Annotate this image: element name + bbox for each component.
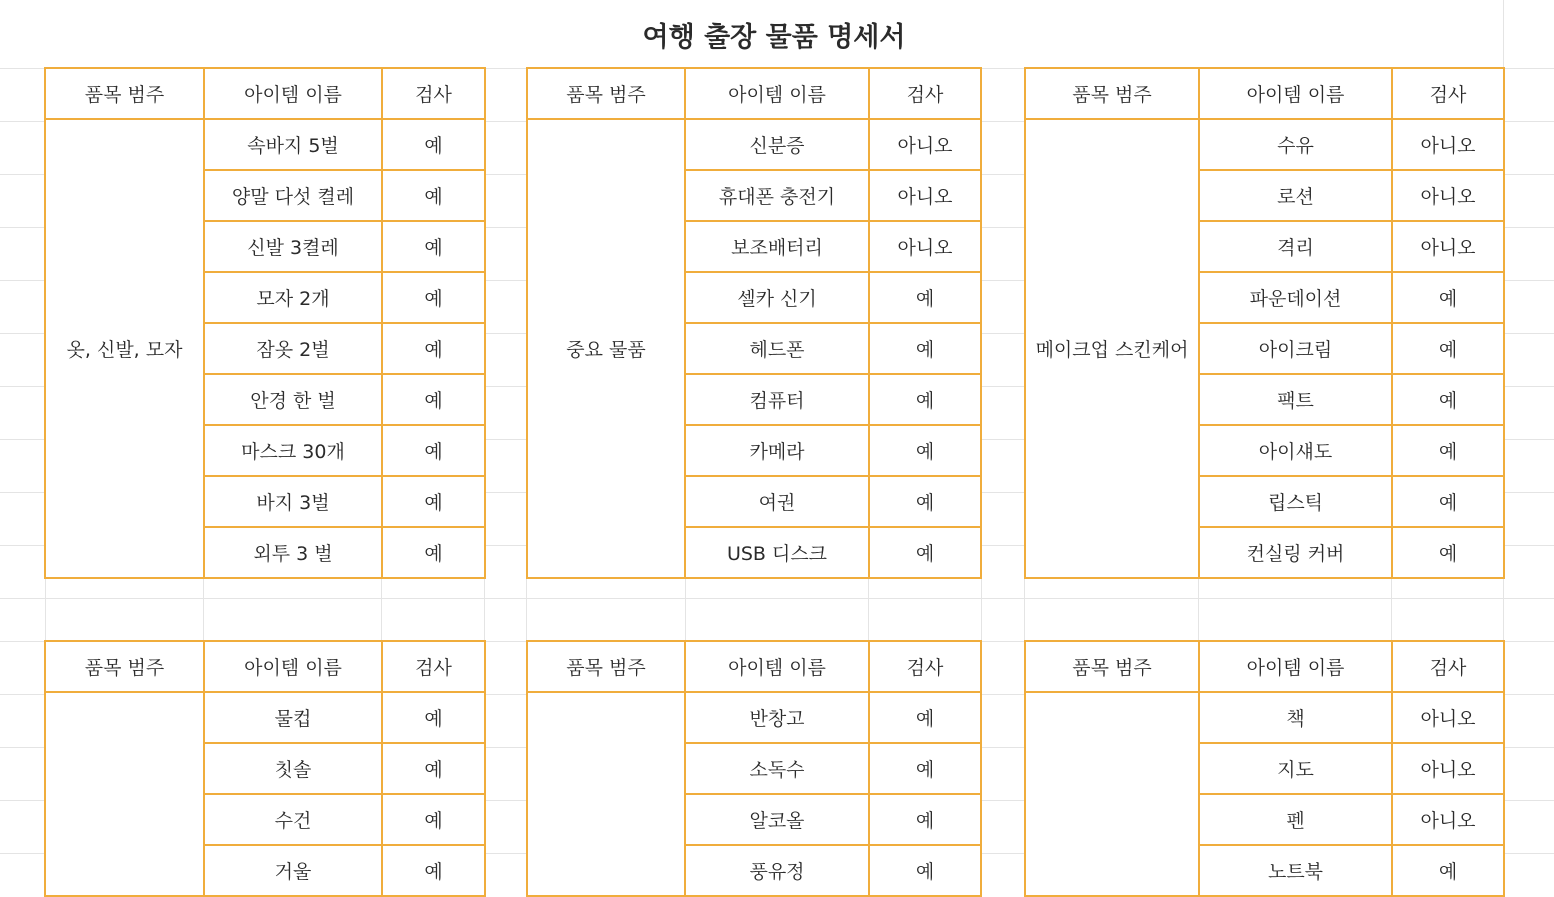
header-category[interactable]: 품목 범주: [527, 68, 685, 119]
table-row: [45, 119, 485, 170]
item-cell[interactable]: 안경 한 벌: [204, 374, 382, 425]
checklist-table: [1024, 67, 1505, 579]
item-cell[interactable]: 수건: [204, 794, 382, 845]
header-item[interactable]: 아이템 이름: [204, 68, 382, 119]
item-cell[interactable]: 외투 3 벌: [204, 527, 382, 578]
item-cell[interactable]: 팩트: [1199, 374, 1392, 425]
check-cell[interactable]: 예: [382, 425, 485, 476]
item-cell[interactable]: 반창고: [685, 692, 869, 743]
table-row: [45, 692, 485, 743]
item-cell[interactable]: 물컵: [204, 692, 382, 743]
check-cell[interactable]: 예: [1392, 272, 1504, 323]
check-cell[interactable]: 아니오: [1392, 170, 1504, 221]
category-cell[interactable]: [527, 692, 685, 896]
item-cell[interactable]: 지도: [1199, 743, 1392, 794]
item-cell[interactable]: 양말 다섯 켤레: [204, 170, 382, 221]
item-cell[interactable]: 바지 3벌: [204, 476, 382, 527]
item-cell[interactable]: 모자 2개: [204, 272, 382, 323]
item-cell[interactable]: 알코올: [685, 794, 869, 845]
checklist-table: [526, 640, 982, 897]
category-cell[interactable]: [1025, 692, 1199, 896]
check-cell[interactable]: 예: [1392, 476, 1504, 527]
check-cell[interactable]: 예: [869, 425, 981, 476]
item-cell[interactable]: 파운데이션: [1199, 272, 1392, 323]
header-check[interactable]: 검사: [869, 68, 981, 119]
item-cell[interactable]: 립스틱: [1199, 476, 1392, 527]
header-row: [527, 68, 981, 119]
item-cell[interactable]: 보조배터리: [685, 221, 869, 272]
check-cell[interactable]: 예: [1392, 527, 1504, 578]
checklist-table: [44, 640, 486, 897]
checklist-table: [1024, 640, 1505, 897]
check-cell[interactable]: 예: [382, 692, 485, 743]
item-cell[interactable]: 컴퓨터: [685, 374, 869, 425]
check-cell[interactable]: 예: [382, 272, 485, 323]
check-cell[interactable]: 아니오: [1392, 221, 1504, 272]
check-cell[interactable]: 아니오: [1392, 794, 1504, 845]
item-cell[interactable]: 속바지 5벌: [204, 119, 382, 170]
check-cell[interactable]: 예: [1392, 425, 1504, 476]
check-cell[interactable]: 예: [869, 476, 981, 527]
grid-line: [0, 598, 1554, 599]
check-cell[interactable]: 예: [869, 743, 981, 794]
item-cell[interactable]: 휴대폰 충전기: [685, 170, 869, 221]
header-item[interactable]: 아이템 이름: [1199, 68, 1392, 119]
check-cell[interactable]: 아니오: [1392, 119, 1504, 170]
header-category[interactable]: 품목 범주: [45, 68, 204, 119]
category-cell[interactable]: 옷, 신발, 모자: [45, 119, 204, 578]
check-cell[interactable]: 아니오: [869, 119, 981, 170]
item-cell[interactable]: 아이크림: [1199, 323, 1392, 374]
header-row: [527, 641, 981, 692]
check-cell[interactable]: 예: [869, 272, 981, 323]
header-check[interactable]: 검사: [382, 68, 485, 119]
header-check[interactable]: 검사: [869, 641, 981, 692]
item-cell[interactable]: 거울: [204, 845, 382, 896]
header-category[interactable]: 품목 범주: [1025, 68, 1199, 119]
sheet-title[interactable]: 여행 출장 물품 명세서: [45, 0, 1503, 68]
item-cell[interactable]: 신발 3켤레: [204, 221, 382, 272]
item-cell[interactable]: 소독수: [685, 743, 869, 794]
header-item[interactable]: 아이템 이름: [204, 641, 382, 692]
check-cell[interactable]: 예: [382, 119, 485, 170]
check-cell[interactable]: 예: [869, 845, 981, 896]
item-cell[interactable]: 컨실링 커버: [1199, 527, 1392, 578]
header-row: [45, 641, 485, 692]
check-cell[interactable]: 예: [382, 743, 485, 794]
header-row: [1025, 641, 1504, 692]
check-cell[interactable]: 예: [382, 374, 485, 425]
table-row: [527, 692, 981, 743]
header-row: [45, 68, 485, 119]
header-item[interactable]: 아이템 이름: [1199, 641, 1392, 692]
item-cell[interactable]: 잠옷 2벌: [204, 323, 382, 374]
check-cell[interactable]: 예: [869, 323, 981, 374]
check-cell[interactable]: 예: [382, 794, 485, 845]
header-category[interactable]: 품목 범주: [1025, 641, 1199, 692]
header-item[interactable]: 아이템 이름: [685, 641, 869, 692]
category-cell[interactable]: 메이크업 스킨케어: [1025, 119, 1199, 578]
check-cell[interactable]: 예: [869, 374, 981, 425]
item-cell[interactable]: USB 디스크: [685, 527, 869, 578]
check-cell[interactable]: 아니오: [869, 170, 981, 221]
item-cell[interactable]: 격리: [1199, 221, 1392, 272]
header-category[interactable]: 품목 범주: [527, 641, 685, 692]
header-item[interactable]: 아이템 이름: [685, 68, 869, 119]
item-cell[interactable]: 마스크 30개: [204, 425, 382, 476]
checklist-table: [44, 67, 486, 579]
item-cell[interactable]: 풍유정: [685, 845, 869, 896]
item-cell[interactable]: 여권: [685, 476, 869, 527]
table-row: [527, 119, 981, 170]
item-cell[interactable]: 헤드폰: [685, 323, 869, 374]
header-check[interactable]: 검사: [382, 641, 485, 692]
checklist-table: [526, 67, 982, 579]
check-cell[interactable]: 예: [1392, 845, 1504, 896]
item-cell[interactable]: 책: [1199, 692, 1392, 743]
check-cell[interactable]: 예: [382, 476, 485, 527]
check-cell[interactable]: 예: [382, 527, 485, 578]
item-cell[interactable]: 수유: [1199, 119, 1392, 170]
check-cell[interactable]: 예: [382, 323, 485, 374]
category-cell[interactable]: 중요 물품: [527, 119, 685, 578]
item-cell[interactable]: 아이섀도: [1199, 425, 1392, 476]
check-cell[interactable]: 예: [382, 170, 485, 221]
item-cell[interactable]: 펜: [1199, 794, 1392, 845]
header-row: [1025, 68, 1504, 119]
check-cell[interactable]: 예: [1392, 374, 1504, 425]
check-cell[interactable]: 예: [869, 692, 981, 743]
category-cell[interactable]: [45, 692, 204, 896]
check-cell[interactable]: 아니오: [1392, 743, 1504, 794]
table-row: [1025, 119, 1504, 170]
header-check[interactable]: 검사: [1392, 641, 1504, 692]
check-cell[interactable]: 예: [869, 794, 981, 845]
item-cell[interactable]: 신분증: [685, 119, 869, 170]
check-cell[interactable]: 아니오: [869, 221, 981, 272]
check-cell[interactable]: 아니오: [1392, 692, 1504, 743]
item-cell[interactable]: 셀카 신기: [685, 272, 869, 323]
check-cell[interactable]: 예: [382, 221, 485, 272]
header-category[interactable]: 품목 범주: [45, 641, 204, 692]
header-check[interactable]: 검사: [1392, 68, 1504, 119]
check-cell[interactable]: 예: [869, 527, 981, 578]
check-cell[interactable]: 예: [382, 845, 485, 896]
item-cell[interactable]: 로션: [1199, 170, 1392, 221]
item-cell[interactable]: 노트북: [1199, 845, 1392, 896]
item-cell[interactable]: 카메라: [685, 425, 869, 476]
item-cell[interactable]: 칫솔: [204, 743, 382, 794]
check-cell[interactable]: 예: [1392, 323, 1504, 374]
table-row: [1025, 692, 1504, 743]
